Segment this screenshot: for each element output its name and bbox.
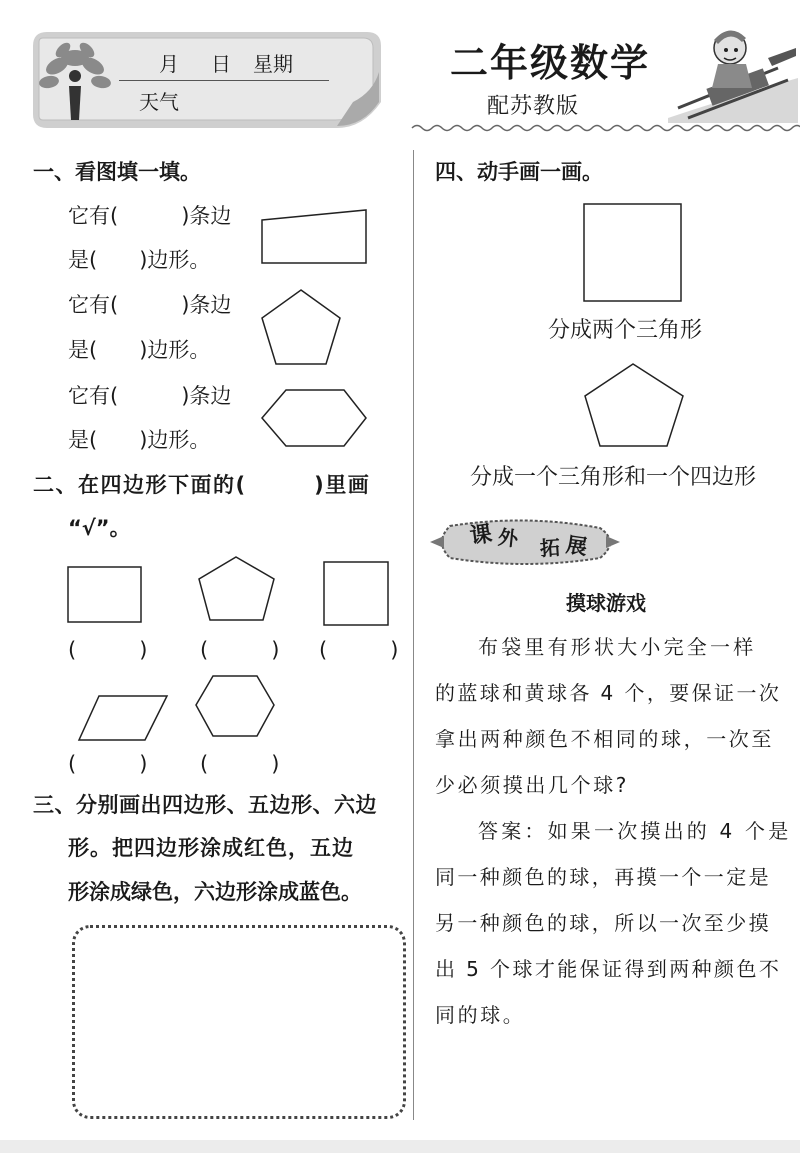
answer-line-2: 同一种颜色的球，再摸一个一定是 bbox=[435, 865, 771, 889]
section3-line3: 形涂成绿色，六边形涂成蓝色。 bbox=[68, 880, 362, 904]
s2-hexagon bbox=[194, 674, 276, 738]
s1-row3-line2: 是( )边形。 bbox=[68, 428, 211, 452]
s1-row2-line1: 它有( )条边 bbox=[68, 293, 232, 317]
month-label: 月 bbox=[159, 52, 179, 76]
drawing-area[interactable] bbox=[72, 925, 406, 1119]
tree-logo-icon bbox=[35, 36, 115, 126]
sledding-boy-illustration bbox=[668, 18, 798, 123]
section2-heading-line2: “√”。 bbox=[68, 516, 131, 540]
s4-square bbox=[583, 203, 683, 303]
section4-heading: 四、动手画一画。 bbox=[435, 160, 603, 184]
section1-heading: 一、看图填一填。 bbox=[33, 160, 201, 184]
section3-line1: 三、分别画出四边形、五边形、六边 bbox=[33, 793, 377, 817]
weekday-label: 星期 bbox=[253, 52, 293, 76]
quadrilateral-shape bbox=[260, 208, 370, 268]
s1-row1-line1: 它有( )条边 bbox=[68, 204, 232, 228]
answer-line-5: 同的球。 bbox=[435, 1003, 526, 1027]
question-line-2: 的蓝球和黄球各 4 个，要保证一次 bbox=[435, 681, 782, 705]
banner-char-3: 拓 bbox=[539, 535, 561, 561]
hexagon-shape bbox=[260, 388, 370, 450]
s1-row1-line2: 是( )边形。 bbox=[68, 248, 211, 272]
s2-parallelogram bbox=[77, 694, 169, 742]
day-label: 日 bbox=[211, 52, 231, 76]
header-wave-divider bbox=[412, 122, 800, 134]
book-subtitle: 配苏教版 bbox=[487, 94, 580, 119]
s2-blank-3[interactable]: ( ) bbox=[319, 638, 399, 662]
banner-char-1: 课 bbox=[468, 521, 494, 550]
s2-blank-4[interactable]: ( ) bbox=[68, 752, 148, 776]
s4-caption-2: 分成一个三角形和一个四边形 bbox=[470, 465, 757, 490]
banner-char-2: 外 bbox=[496, 525, 520, 551]
banner-char-4: 展 bbox=[564, 532, 589, 560]
answer-line-1: 答案：如果一次摸出的 4 个是 bbox=[478, 819, 792, 843]
date-underline bbox=[119, 80, 329, 81]
date-weather-panel bbox=[33, 32, 381, 128]
book-title: 二年级数学 bbox=[450, 41, 651, 85]
pentagon-shape bbox=[260, 288, 350, 368]
question-line-4: 少必须摸出几个球? bbox=[435, 773, 630, 797]
s4-caption-1: 分成两个三角形 bbox=[548, 318, 703, 343]
s4-pentagon bbox=[583, 362, 685, 448]
page-bottom-strip bbox=[0, 1140, 800, 1153]
s1-row3-line1: 它有( )条边 bbox=[68, 384, 232, 408]
answer-line-4: 出 5 个球才能保证得到两种颜色不 bbox=[435, 957, 782, 981]
s1-row2-line2: 是( )边形。 bbox=[68, 338, 211, 362]
game-title: 摸球游戏 bbox=[566, 591, 646, 615]
question-line-1: 布袋里有形状大小完全一样 bbox=[478, 635, 757, 659]
answer-line-3: 另一种颜色的球，所以一次至少摸 bbox=[435, 911, 771, 935]
section3-line2: 形。把四边形涂成红色，五边 bbox=[68, 836, 354, 860]
weather-label: 天气 bbox=[139, 90, 179, 114]
s2-blank-2[interactable]: ( ) bbox=[200, 638, 280, 662]
s2-blank-1[interactable]: ( ) bbox=[68, 638, 148, 662]
s2-square-2 bbox=[323, 561, 391, 627]
question-line-3: 拿出两种颜色不相同的球，一次至 bbox=[435, 727, 774, 751]
s2-blank-5[interactable]: ( ) bbox=[200, 752, 280, 776]
column-divider bbox=[413, 150, 414, 1120]
extension-banner bbox=[430, 518, 620, 568]
s2-pentagon bbox=[197, 555, 277, 623]
s2-square-1 bbox=[67, 566, 143, 624]
section2-heading: 二、在四边形下面的( )里画 bbox=[33, 473, 371, 497]
